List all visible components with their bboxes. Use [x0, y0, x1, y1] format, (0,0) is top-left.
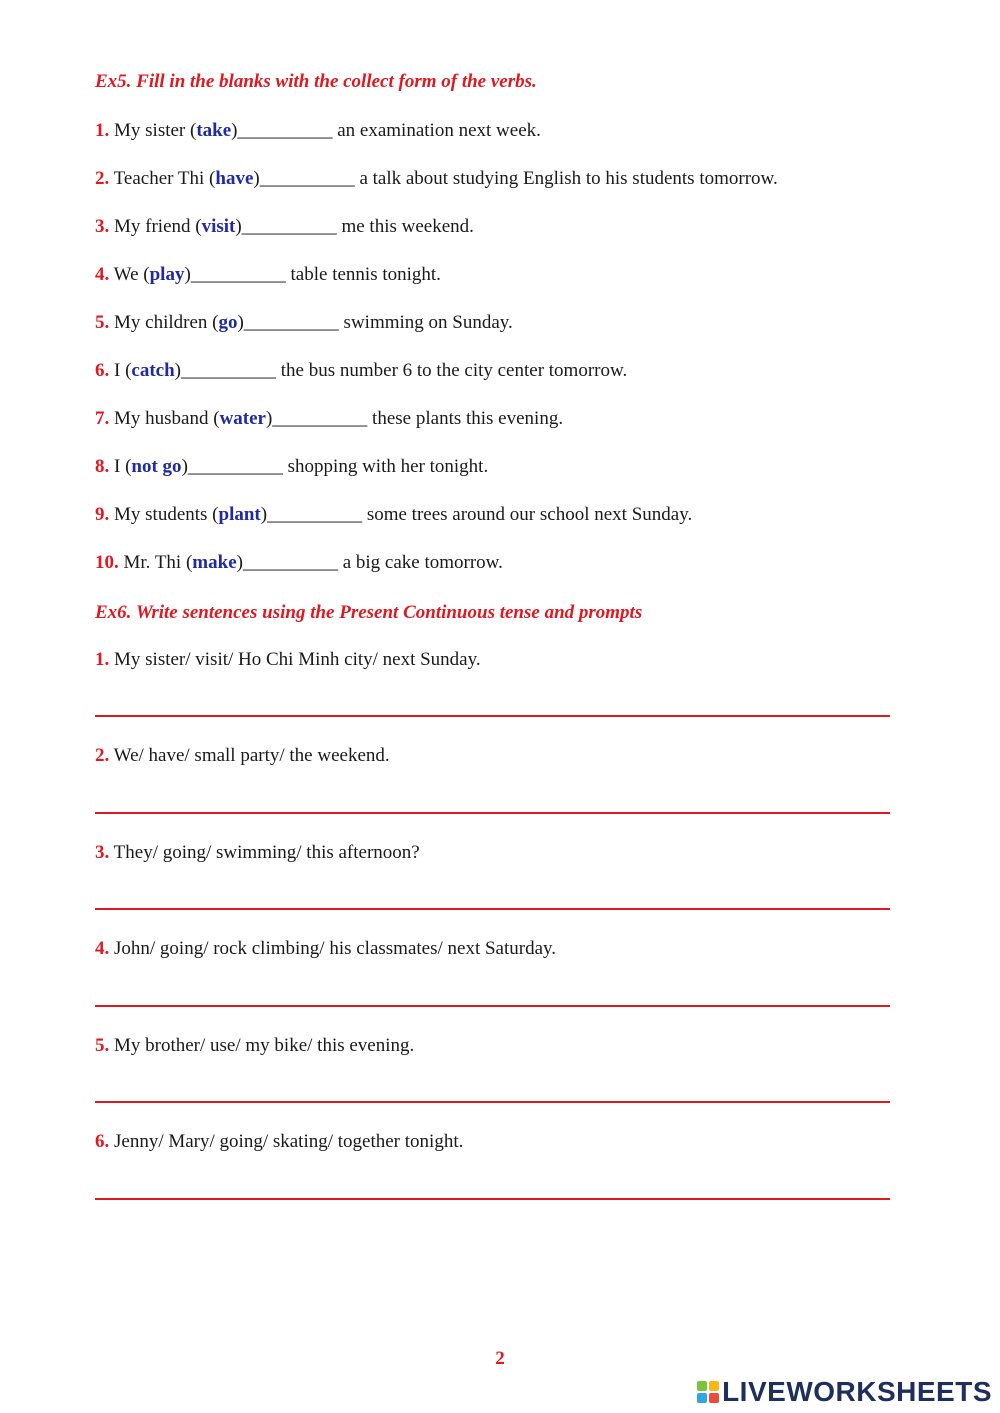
- logo-text: LIVEWORKSHEETS: [722, 1376, 992, 1407]
- item-text-before: My sister (: [109, 120, 197, 141]
- item-prompt: My sister/ visit/ Ho Chi Minh city/ next Sunday.: [109, 649, 481, 670]
- answer-line-3[interactable]: [95, 908, 890, 910]
- item-number: 4.: [95, 938, 110, 959]
- ex6-item-3: [95, 841, 420, 865]
- page-number: 2: [495, 1348, 505, 1369]
- item-text-before: I (: [109, 360, 132, 381]
- ex5-item-2: [95, 167, 778, 191]
- answer-line-6[interactable]: [95, 1198, 890, 1200]
- item-text-before: My students (: [109, 504, 219, 525]
- answer-line-4[interactable]: [95, 1005, 890, 1007]
- item-number: 3.: [95, 216, 110, 237]
- answer-line-2[interactable]: [95, 812, 890, 814]
- ex5-item-3: [95, 215, 474, 239]
- item-number: 6.: [95, 360, 110, 381]
- ex5-item-1: [95, 119, 541, 143]
- item-number: 2.: [95, 168, 110, 189]
- ex5-heading: Ex5. Fill in the blanks with the collect form of the verbs.: [95, 71, 537, 92]
- item-number: 7.: [95, 408, 110, 429]
- answer-line-1[interactable]: [95, 715, 890, 717]
- ex6-item-4: [95, 937, 556, 961]
- item-number: 3.: [95, 842, 110, 863]
- verb-prompt: have: [215, 168, 254, 189]
- ex5-item-6: [95, 359, 627, 383]
- liveworksheets-logo: [697, 1374, 992, 1410]
- item-text-before: Mr. Thi (: [118, 552, 193, 573]
- item-number: 5.: [95, 312, 110, 333]
- answer-line-5[interactable]: [95, 1101, 890, 1103]
- verb-prompt: visit: [201, 216, 236, 237]
- ex6-heading: Ex6. Write sentences using the Present Continuous tense and prompts: [95, 602, 643, 623]
- item-text-after[interactable]: )__________ the bus number 6 to the city center tomorrow.: [174, 360, 628, 381]
- item-text-after[interactable]: )__________ table tennis tonight.: [184, 264, 441, 285]
- item-text-after[interactable]: )__________ swimming on Sunday.: [237, 312, 513, 333]
- verb-prompt: take: [196, 120, 232, 141]
- item-text-before: We (: [109, 264, 150, 285]
- item-number: 9.: [95, 504, 110, 525]
- item-text-after[interactable]: )__________ shopping with her tonight.: [181, 456, 489, 477]
- item-number: 2.: [95, 745, 110, 766]
- verb-prompt: plant: [218, 504, 261, 525]
- item-text-after[interactable]: )__________ a talk about studying English to his students tomorrow.: [253, 168, 778, 189]
- verb-prompt: play: [149, 264, 185, 285]
- item-number: 6.: [95, 1131, 110, 1152]
- ex6-item-1: [95, 648, 481, 672]
- item-text-before: My friend (: [109, 216, 202, 237]
- item-text-after[interactable]: )__________ an examination next week.: [231, 120, 541, 141]
- ex6-item-5: [95, 1034, 414, 1058]
- ex5-item-10: [95, 551, 503, 575]
- item-prompt: John/ going/ rock climbing/ his classmates/ next Saturday.: [109, 938, 557, 959]
- item-prompt: Jenny/ Mary/ going/ skating/ together tonight.: [109, 1131, 464, 1152]
- verb-prompt: make: [192, 552, 237, 573]
- ex5-item-8: [95, 455, 488, 479]
- item-text-before: My husband (: [109, 408, 220, 429]
- ex5-item-4: [95, 263, 441, 287]
- verb-prompt: water: [219, 408, 266, 429]
- item-prompt: My brother/ use/ my bike/ this evening.: [109, 1035, 415, 1056]
- item-text-after[interactable]: )__________ a big cake tomorrow.: [236, 552, 503, 573]
- item-number: 8.: [95, 456, 110, 477]
- item-text-after[interactable]: )__________ these plants this evening.: [265, 408, 564, 429]
- verb-prompt: not go: [131, 456, 182, 477]
- ex6-item-2: [95, 744, 390, 768]
- item-number: 4.: [95, 264, 110, 285]
- verb-prompt: catch: [131, 360, 175, 381]
- ex5-item-9: [95, 503, 692, 527]
- item-text-after[interactable]: )__________ me this weekend.: [235, 216, 474, 237]
- item-text-before: Teacher Thi (: [109, 168, 216, 189]
- item-number: 10.: [95, 552, 119, 573]
- item-text-before: My children (: [109, 312, 219, 333]
- item-prompt: We/ have/ small party/ the weekend.: [109, 745, 390, 766]
- item-number: 5.: [95, 1035, 110, 1056]
- verb-prompt: go: [218, 312, 238, 333]
- ex5-item-5: [95, 311, 513, 335]
- logo-squares-icon: [697, 1381, 719, 1403]
- item-number: 1.: [95, 120, 110, 141]
- item-number: 1.: [95, 649, 110, 670]
- item-text-after[interactable]: )__________ some trees around our school next Sunday.: [260, 504, 693, 525]
- item-text-before: I (: [109, 456, 132, 477]
- ex5-item-7: [95, 407, 563, 431]
- item-prompt: They/ going/ swimming/ this afternoon?: [109, 842, 420, 863]
- ex6-item-6: [95, 1130, 463, 1154]
